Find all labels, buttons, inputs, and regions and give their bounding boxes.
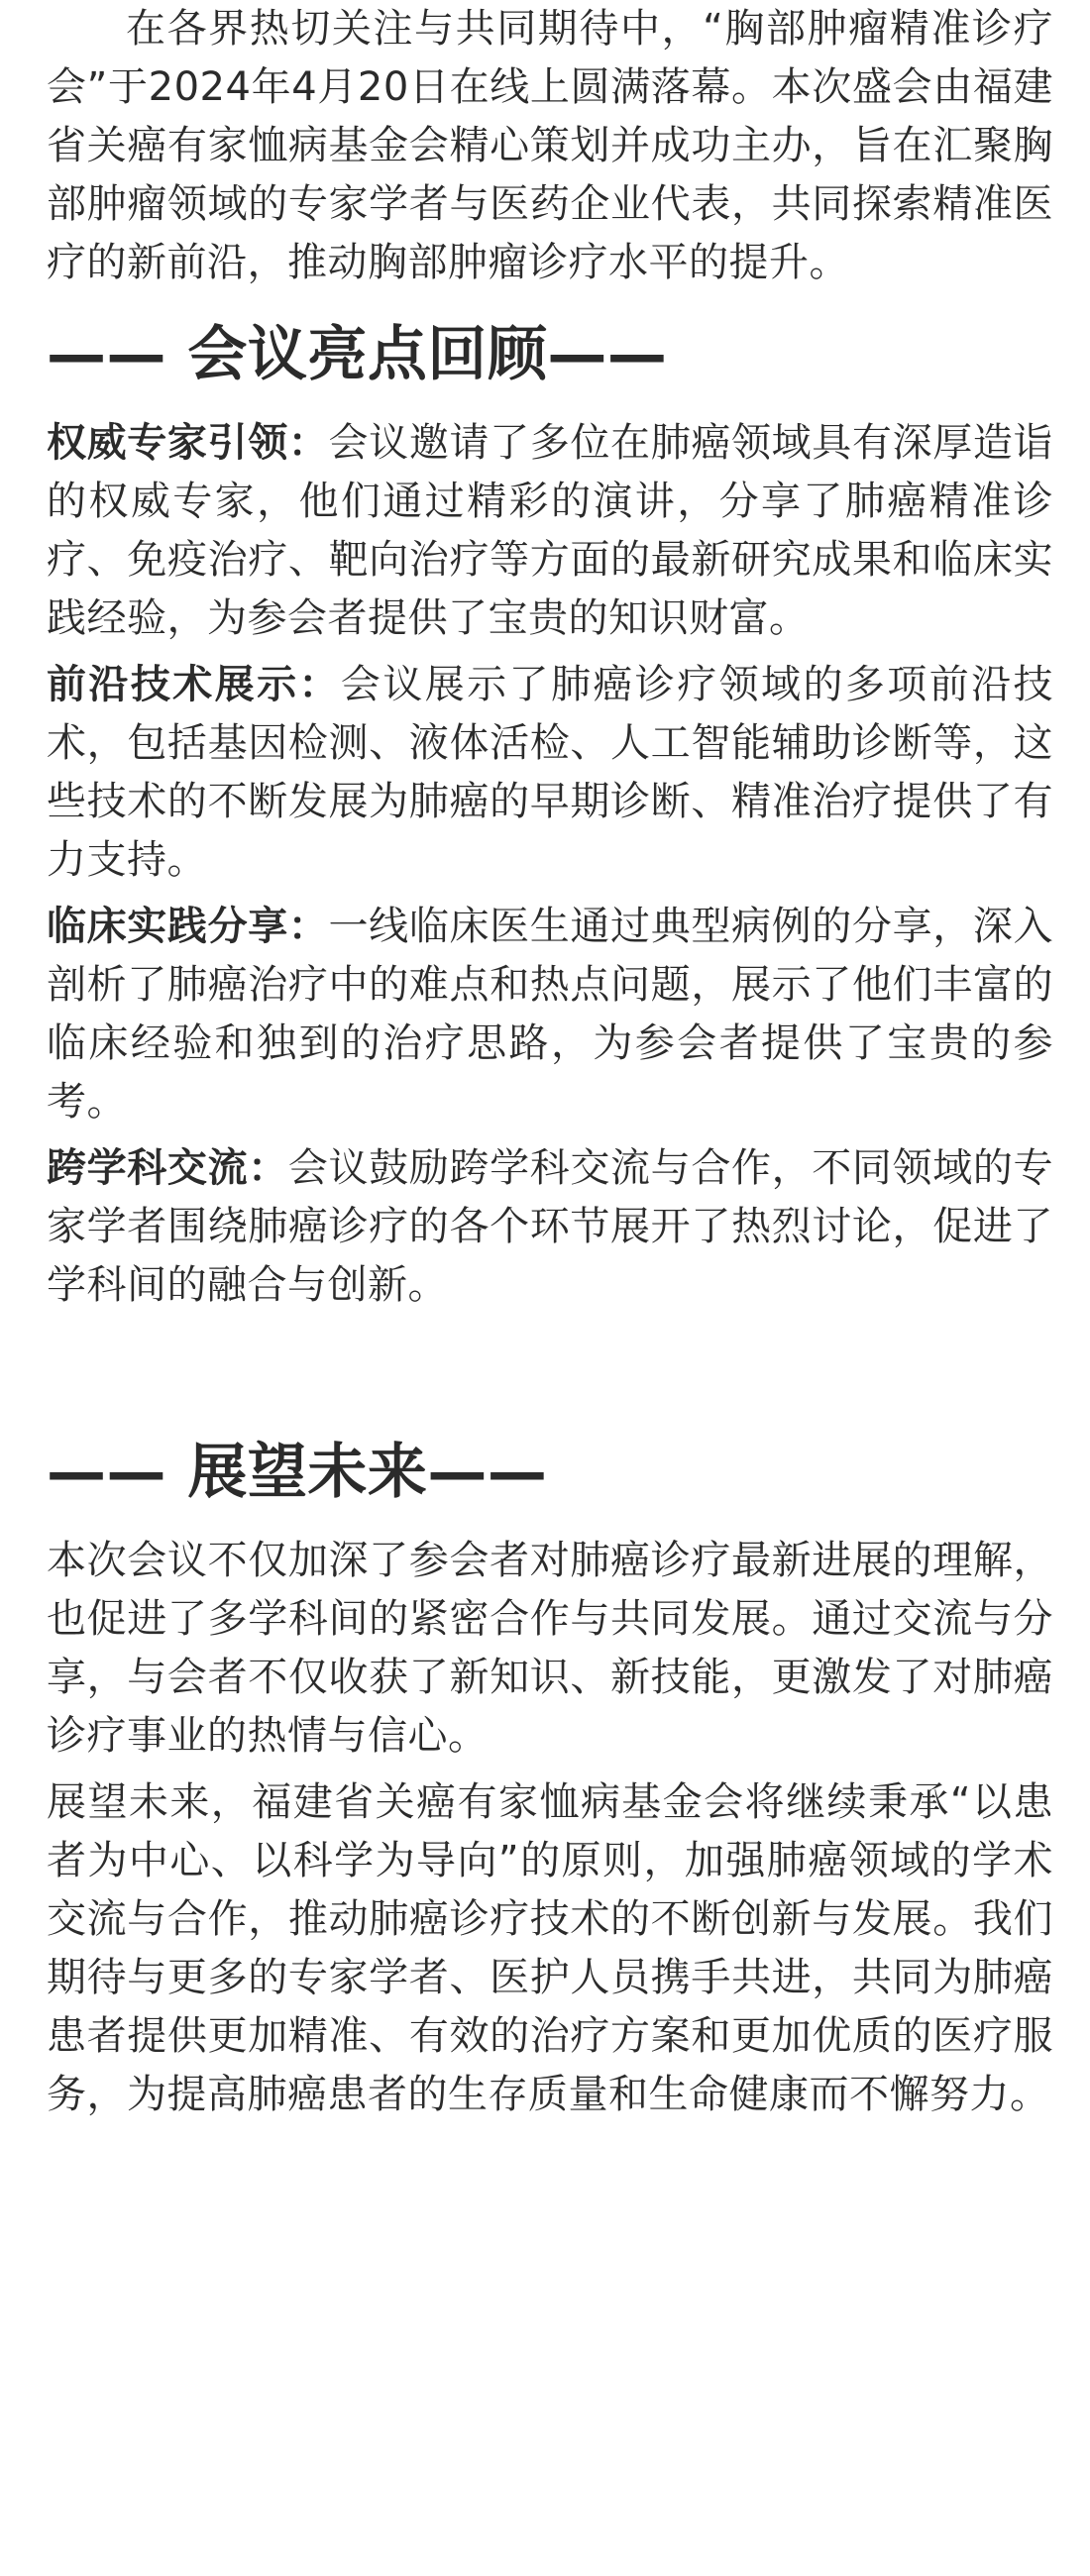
- outlook-heading: —— 展望未来——: [47, 1438, 548, 1507]
- outlook-paragraph: 本次会议不仅加深了参会者对肺癌诊疗最新进展的理解，也促进了多学科间的紧密合作与共同发展。通过交流与分享，与会者不仅收获了新知识、新技能，更激发了对肺癌诊疗事业的热情与信心。: [47, 1538, 1053, 1759]
- highlights-heading: —— 会议亮点回顾——: [47, 320, 668, 389]
- article-body: [47, 0, 1053, 2132]
- intro-paragraph: 在各界热切关注与共同期待中，“胸部肿瘤精准诊疗会”于2024年4月20日在线上圆满落幕。本次盛会由福建省关癌有家恤病基金会精心策划并成功主办，旨在汇聚胸部肿瘤领域的专家学者与医药企业代表，共同探索精准医疗的新前沿，推动胸部肿瘤诊疗水平的提升。: [47, 6, 1053, 285]
- highlights-list: [47, 414, 1053, 1315]
- highlight-text: 会议邀请了多位在肺癌领域具有深厚造诣的权威专家，他们通过精彩的演讲，分享了肺癌精准诊疗、免疫治疗、靶向治疗等方面的最新研究成果和临床实践经验，为参会者提供了宝贵的知识财富。: [47, 420, 1054, 641]
- highlight-text: 会议展示了肺癌诊疗领域的多项前沿技术，包括基因检测、液体活检、人工智能辅助诊断等，这些技术的不断发展为肺癌的早期诊断、精准治疗提供了有力支持。: [47, 662, 1054, 883]
- highlight-text: 一线临床医生通过典型病例的分享，深入剖析了肺癌治疗中的难点和热点问题，展示了他们丰富的临床经验和独到的治疗思路，为参会者提供了宝贵的参考。: [47, 904, 1054, 1125]
- highlight-title: 权威专家引领：: [47, 420, 329, 466]
- highlight-title: 临床实践分享：: [47, 904, 329, 949]
- highlight-item: [47, 1139, 1053, 1315]
- outlook-section: [47, 1532, 1053, 2124]
- highlight-item: [47, 414, 1053, 648]
- highlight-title: 前沿技术展示：: [47, 662, 341, 707]
- highlight-item: [47, 898, 1053, 1131]
- outlook-paragraph: 展望未来，福建省关癌有家恤病基金会将继续秉承“以患者为中心、以科学为导向”的原则，加强肺癌领域的学术交流与合作，推动肺癌诊疗技术的不断创新与发展。我们期待与更多的专家学者、医护人员携手共进，共同为肺癌患者提供更加精准、有效的治疗方案和更加优质的医疗服务，为提高肺癌患者的生存质量和生命健康而不懈努力。: [47, 1779, 1053, 2117]
- highlight-title: 跨学科交流：: [47, 1145, 288, 1191]
- highlight-item: [47, 656, 1053, 890]
- highlight-text: 会议鼓励跨学科交流与合作，不同领域的专家学者围绕肺癌诊疗的各个环节展开了热烈讨论，促进了学科间的融合与创新。: [47, 1145, 1053, 1308]
